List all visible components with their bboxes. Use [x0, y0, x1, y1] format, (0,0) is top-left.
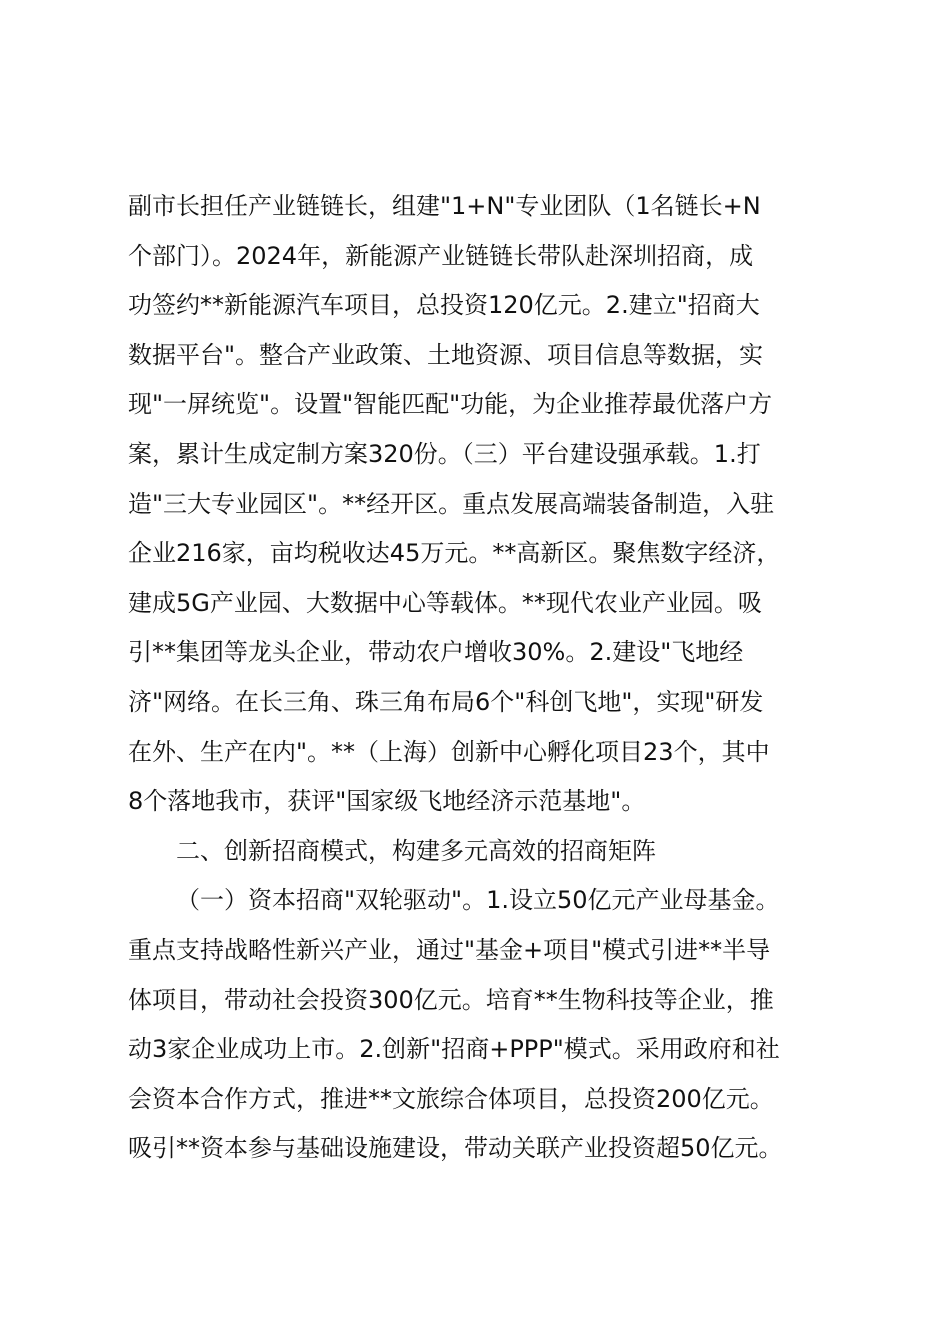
paragraph-line: 副市长担任产业链链长，组建"1+N"专业团队（1名链长+N: [128, 192, 761, 220]
paragraph-1: [128, 182, 850, 827]
section-heading: 二、创新招商模式，构建多元高效的招商矩阵: [176, 836, 656, 865]
paragraph-line: 现"一屏统览"。设置"智能匹配"功能，为企业推荐最优落户方: [128, 390, 773, 419]
paragraph-line: 数据平台"。整合产业政策、土地资源、项目信息等数据，实: [128, 340, 764, 369]
paragraph-line: 个部门）。2024年，新能源产业链链长带队赴深圳招商，成: [128, 241, 754, 270]
paragraph-line: 企业216家，亩均税收达45万元。**高新区。聚焦数字经济，: [128, 539, 781, 568]
paragraph-line: 会资本合作方式，推进**文旅综合体项目，总投资200亿元。: [128, 1084, 774, 1113]
paragraph-line: 建成5G产业园、大数据中心等载体。**现代农业产业园。吸: [128, 588, 762, 617]
document-body: [128, 182, 850, 1174]
paragraph-line: 动3家企业成功上市。2.创新"招商+PPP"模式。采用政府和社: [128, 1035, 780, 1064]
paragraph-line: 8个落地我市，获评"国家级飞地经济示范基地"。: [128, 787, 646, 816]
paragraph-line: 案，累计生成定制方案320份。（三）平台建设强承载。1.打: [128, 439, 761, 468]
paragraph-line: 吸引**资本参与基础设施建设，带动关联产业投资超50亿元。: [128, 1134, 783, 1163]
paragraph-line: 引**集团等龙头企业，带动农户增收30%。2.建设"飞地经: [128, 638, 744, 667]
paragraph-line: 济"网络。在长三角、珠三角布局6个"科创飞地"，实现"研发: [128, 687, 764, 716]
paragraph-line: 重点支持战略性新兴产业，通过"基金+项目"模式引进**半导: [128, 935, 771, 964]
paragraph-line: 体项目，带动社会投资300亿元。培育**生物科技等企业，推: [128, 985, 774, 1014]
paragraph-line: 造"三大专业园区"。**经开区。重点发展高端装备制造，入驻: [128, 489, 775, 518]
paragraph-2: [128, 876, 850, 1174]
paragraph-line: 在外、生产在内"。**（上海）创新中心孵化项目23个，其中: [128, 737, 770, 766]
paragraph-line: （一）资本招商"双轮驱动"。1.设立50亿元产业母基金。: [176, 886, 780, 915]
paragraph-line: 功签约**新能源汽车项目，总投资120亿元。2.建立"招商大: [128, 291, 760, 320]
